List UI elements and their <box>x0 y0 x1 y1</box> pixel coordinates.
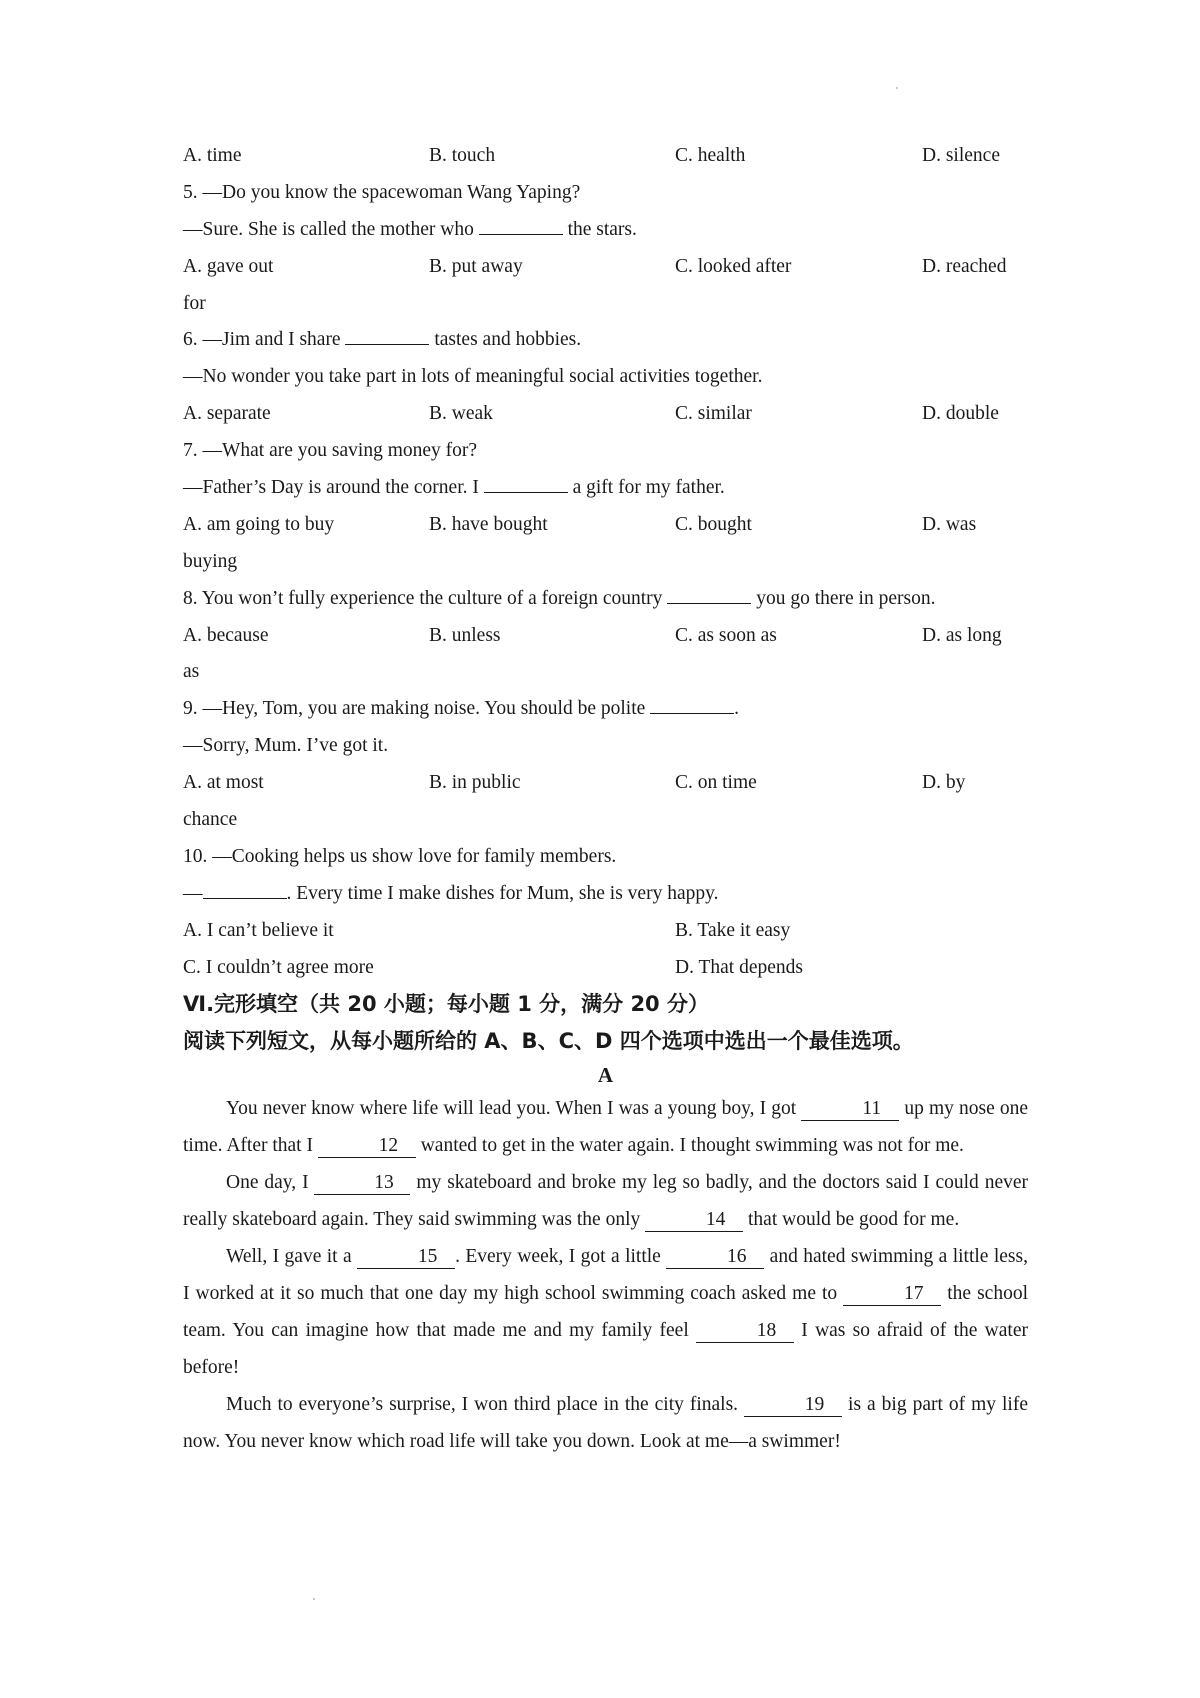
scan-dot <box>313 1598 315 1600</box>
q7-reply: —Father’s Day is around the corner. I a gift for my father. <box>183 477 725 499</box>
passage-paragraph-2: One day, I 13 my skateboard and broke my leg so badly, and the doctors said I could never really skateboard again. They said swimming was the only 14 that would be good for me. <box>183 1172 1028 1231</box>
answer-blank <box>479 234 563 235</box>
option-c: C. on time <box>675 772 757 794</box>
option-a: A. gave out <box>183 255 274 277</box>
q10-options-row1 <box>183 913 1028 950</box>
answer-blank <box>484 492 568 493</box>
numbered-blank: 13 <box>314 1172 410 1195</box>
scan-dot <box>896 87 898 89</box>
q7-option-wrap: buying <box>183 550 238 572</box>
option-d: D. That depends <box>675 956 803 978</box>
passage-label: A <box>597 1063 614 1088</box>
q5-option-wrap: for <box>183 292 206 314</box>
option-a: A. I can’t believe it <box>183 919 334 941</box>
q8-option-wrap: as <box>183 661 200 683</box>
q9-option-wrap: chance <box>183 809 238 831</box>
option-a: A. time <box>183 145 242 166</box>
numbered-blank: 12 <box>318 1135 416 1158</box>
q6-prompt: 6. —Jim and I share tastes and hobbies. <box>183 329 582 351</box>
option-b: B. touch <box>429 145 496 166</box>
option-d: D. double <box>922 403 999 425</box>
numbered-blank: 18 <box>696 1320 794 1343</box>
option-d: D. by <box>922 772 966 794</box>
option-a: A. at most <box>183 772 264 794</box>
q4-options <box>183 138 1028 175</box>
document-page <box>183 138 1028 1461</box>
option-c: C. similar <box>675 403 752 425</box>
option-b: B. in public <box>429 772 521 794</box>
option-c: C. I couldn’t agree more <box>183 956 374 978</box>
option-b: B. unless <box>429 624 501 646</box>
q9-options <box>183 765 1028 802</box>
numbered-blank: 19 <box>744 1394 842 1417</box>
option-b: B. have bought <box>429 513 548 535</box>
option-c: C. looked after <box>675 255 792 277</box>
q10-prompt: 10. —Cooking helps us show love for family members. <box>183 845 617 867</box>
numbered-blank: 14 <box>645 1209 743 1232</box>
passage-paragraph-3: Well, I gave it a 15 . Every week, I got a little 16 and hated swimming a little less, I worked at it so much that one day my high school swimming coach asked me to 17 the school team. You can imagine how that made me and my family feel 18 I was so afraid of the water before! <box>183 1246 1029 1378</box>
q8-prompt: 8. You won’t fully experience the culture of a foreign country you go there in person. <box>183 587 936 609</box>
option-a: A. am going to buy <box>183 513 335 535</box>
q9-reply: —Sorry, Mum. I’ve got it. <box>183 735 389 757</box>
option-b: B. Take it easy <box>675 919 791 941</box>
q9-prompt: 9. —Hey, Tom, you are making noise. You should be polite . <box>183 698 740 720</box>
answer-blank <box>345 344 429 345</box>
option-b: B. put away <box>429 255 523 277</box>
option-a: A. because <box>183 624 269 646</box>
numbered-blank: 17 <box>843 1283 941 1306</box>
option-c: C. health <box>675 145 746 166</box>
option-c: C. bought <box>675 513 752 535</box>
q10-reply: — . Every time I make dishes for Mum, she is very happy. <box>183 882 719 904</box>
option-d: D. was <box>922 513 977 535</box>
passage-paragraph-4: Much to everyone’s surprise, I won third place in the city finals. 19 is a big part of my life now. You never know which road life will take you down. Look at me—a swimmer! <box>183 1393 1028 1452</box>
option-d: D. as long <box>922 624 1002 646</box>
q10-options-row2 <box>183 950 1028 987</box>
answer-blank <box>650 713 734 714</box>
q7-options <box>183 507 1028 544</box>
option-d: D. silence <box>922 145 1000 166</box>
numbered-blank: 16 <box>666 1246 764 1269</box>
q6-options <box>183 396 1028 433</box>
q8-options <box>183 618 1028 655</box>
option-a: A. separate <box>183 403 271 425</box>
option-b: B. weak <box>429 403 493 425</box>
section-title: Ⅵ.完形填空（共 20 小题；每小题 1 分，满分 20 分） <box>183 992 709 1017</box>
numbered-blank: 11 <box>801 1098 899 1121</box>
answer-blank <box>203 898 287 899</box>
answer-blank <box>667 603 751 604</box>
option-d: D. reached <box>922 255 1007 277</box>
passage-paragraph-1: You never know where life will lead you. When I was a young boy, I got 11 up my nose one time. After that I 12 wanted to get in the water again. I thought swimming was not for me. <box>183 1098 1028 1157</box>
option-c: C. as soon as <box>675 624 777 646</box>
q5-options <box>183 249 1028 286</box>
section-instruction: 阅读下列短文，从每小题所给的 A、B、C、D 四个选项中选出一个最佳选项。 <box>183 1029 914 1054</box>
q5-reply: —Sure. She is called the mother who the stars. <box>183 218 637 240</box>
q6-reply: —No wonder you take part in lots of meaningful social activities together. <box>183 366 763 388</box>
q7-prompt: 7. —What are you saving money for? <box>183 440 478 462</box>
numbered-blank: 15 <box>357 1246 455 1269</box>
q5-prompt: 5. —Do you know the spacewoman Wang Yaping? <box>183 181 581 203</box>
